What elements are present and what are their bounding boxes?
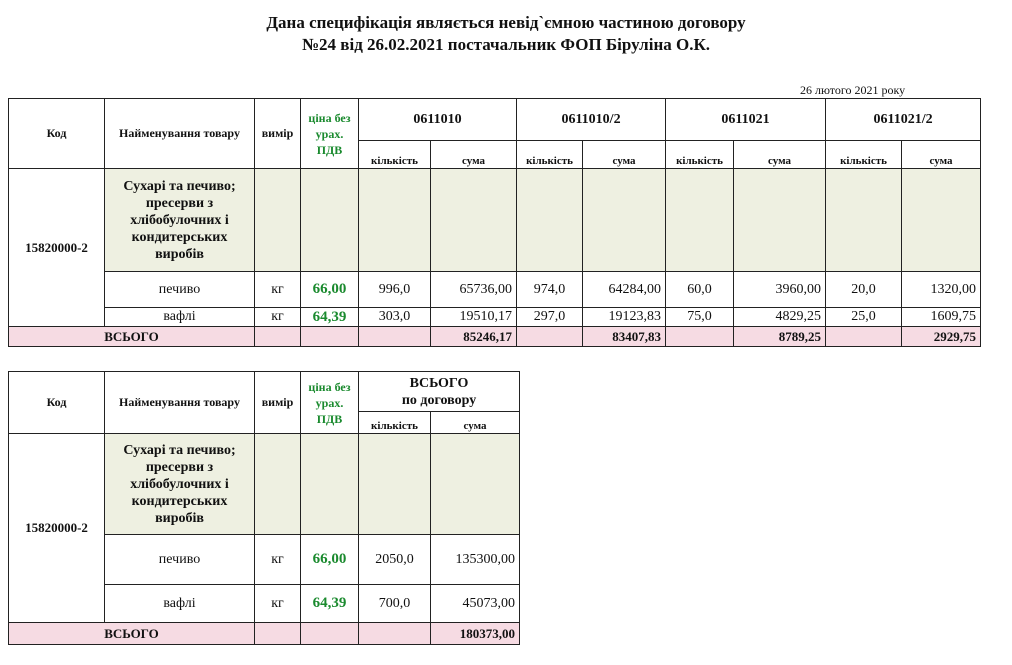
branch-header-4: 0611021/2 <box>826 99 981 141</box>
branch-2-qty-header: кількість <box>517 141 583 169</box>
header-unit: вимір <box>255 372 301 434</box>
title-line-2: №24 від 26.02.2021 постачальник ФОП Біруліна О.К. <box>301 35 711 54</box>
sum-cell: 4829,25 <box>734 308 826 327</box>
branch-header-1: 0611010 <box>359 99 517 141</box>
branch-4-total: 2929,75 <box>902 327 981 347</box>
branch-3-total: 8789,25 <box>734 327 826 347</box>
group-description: Сухарі та печиво; пресерви з хлібобулочних і кондитерських виробів <box>105 169 255 272</box>
qty-cell: 303,0 <box>359 308 431 327</box>
contract-total-header-line-1: ВСЬОГО <box>409 375 469 391</box>
product-price: 66,00 <box>301 272 359 308</box>
header-price: ціна без урах. ПДВ <box>301 99 359 169</box>
document-title <box>0 12 1012 56</box>
branch-header-2: 0611010/2 <box>517 99 666 141</box>
contract-sum-header: сума <box>431 412 520 434</box>
group-description: Сухарі та печиво; пресерви з хлібобулочних і кондитерських виробів <box>105 434 255 535</box>
header-unit: вимір <box>255 99 301 169</box>
branch-3-sum-header: сума <box>734 141 826 169</box>
product-price: 64,39 <box>301 585 359 623</box>
qty-cell: 20,0 <box>826 272 902 308</box>
contract-total: 180373,00 <box>431 623 520 645</box>
sum-cell: 3960,00 <box>734 272 826 308</box>
product-name: вафлі <box>105 585 255 623</box>
qty-cell: 75,0 <box>666 308 734 327</box>
sum-cell: 45073,00 <box>431 585 520 623</box>
contract-total-header <box>359 372 520 412</box>
total-label: ВСЬОГО <box>9 327 255 347</box>
group-code: 15820000-2 <box>9 434 105 623</box>
branch-4-qty-header: кількість <box>826 141 902 169</box>
qty-cell: 700,0 <box>359 585 431 623</box>
sum-cell: 135300,00 <box>431 535 520 585</box>
branch-1-qty-header: кількість <box>359 141 431 169</box>
table-row <box>9 308 981 327</box>
product-unit: кг <box>255 272 301 308</box>
product-price: 64,39 <box>301 308 359 327</box>
qty-cell: 60,0 <box>666 272 734 308</box>
sum-cell: 19510,17 <box>431 308 517 327</box>
table-row <box>9 272 981 308</box>
sum-cell: 64284,00 <box>583 272 666 308</box>
branch-header-3: 0611021 <box>666 99 826 141</box>
sum-cell: 19123,83 <box>583 308 666 327</box>
qty-cell: 974,0 <box>517 272 583 308</box>
branch-2-total: 83407,83 <box>583 327 666 347</box>
header-name: Найменування товару <box>105 99 255 169</box>
product-name: печиво <box>105 272 255 308</box>
product-unit: кг <box>255 308 301 327</box>
document-date: 26 лютого 2021 року <box>800 83 906 97</box>
total-label: ВСЬОГО <box>9 623 255 645</box>
specification-table-total <box>8 371 520 645</box>
product-price: 66,00 <box>301 535 359 585</box>
qty-cell: 297,0 <box>517 308 583 327</box>
qty-cell: 996,0 <box>359 272 431 308</box>
branch-2-sum-header: сума <box>583 141 666 169</box>
total-row <box>9 327 981 347</box>
contract-total-header-line-2: по договору <box>401 392 477 408</box>
title-line-1: Дана специфікація являється невід`ємною частиною договору <box>266 13 746 32</box>
branch-3-qty-header: кількість <box>666 141 734 169</box>
product-name: печиво <box>105 535 255 585</box>
sum-cell: 65736,00 <box>431 272 517 308</box>
qty-cell: 2050,0 <box>359 535 431 585</box>
total-row <box>9 623 520 645</box>
branch-4-sum-header: сума <box>902 141 981 169</box>
branch-1-total: 85246,17 <box>431 327 517 347</box>
branch-1-sum-header: сума <box>431 141 517 169</box>
specification-table-branches <box>8 98 981 347</box>
header-code: Код <box>9 372 105 434</box>
header-code: Код <box>9 99 105 169</box>
sum-cell: 1320,00 <box>902 272 981 308</box>
product-unit: кг <box>255 535 301 585</box>
group-code: 15820000-2 <box>9 169 105 327</box>
header-price: ціна без урах. ПДВ <box>301 372 359 434</box>
product-unit: кг <box>255 585 301 623</box>
qty-cell: 25,0 <box>826 308 902 327</box>
product-name: вафлі <box>105 308 255 327</box>
header-name: Найменування товару <box>105 372 255 434</box>
contract-qty-header: кількість <box>359 412 431 434</box>
sum-cell: 1609,75 <box>902 308 981 327</box>
